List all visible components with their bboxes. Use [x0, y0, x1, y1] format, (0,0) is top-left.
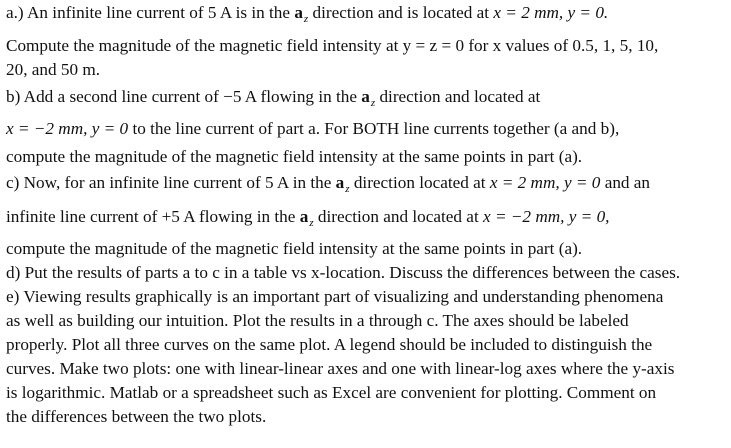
part-c-text-6: compute the magnitude of the magnetic field intensity at the same points in part (a). [6, 239, 583, 258]
part-c-line-2 [6, 207, 609, 229]
part-e-line-6 [6, 407, 266, 427]
part-b-line-3 [6, 147, 582, 167]
part-e-text-2: as well as building our intuition. Plot the results in a through c. The axes should be labeled [6, 311, 629, 330]
part-e-text-4: curves. Make two plots: one with linear-linear axes and one with linear-log axes where the y-axis [6, 359, 675, 378]
part-c-text-4: infinite line current of +5 A flowing in the [6, 207, 300, 226]
part-e-line-4 [6, 359, 674, 379]
part-a-line-3 [6, 60, 100, 80]
part-c-text-1: c) Now, for an infinite line current of 5 A in the [6, 173, 336, 192]
part-c-line-3 [6, 239, 582, 259]
unit-vector-a: a [299, 207, 309, 226]
part-e-text-5: is logarithmic. Matlab or a spreadsheet such as Excel are convenient for plotting. Comment on [6, 383, 657, 402]
part-e-text-3: properly. Plot all three curves on the same plot. A legend should be included to distinguish the [6, 335, 653, 354]
part-c-text-5: direction and located at [313, 207, 484, 226]
part-a-text-2: direction and is located at [308, 3, 494, 22]
part-e-line-3 [6, 335, 652, 355]
part-b-text-2: direction and located at [375, 87, 541, 106]
unit-vector-subscript: z [303, 13, 309, 25]
unit-vector-a: a [294, 3, 303, 22]
part-a-text-3: Compute the magnitude of the magnetic field intensity at y = z = 0 for x values of 0.5, 1, 5, 10, [6, 36, 659, 55]
part-b-line-2 [6, 119, 619, 139]
unit-vector-a: a [335, 173, 345, 192]
part-b-text-4: compute the magnitude of the magnetic field intensity at the same points in part (a). [6, 147, 583, 166]
part-e-line-5 [6, 383, 656, 403]
part-b-text-1: b) Add a second line current of −5 A flowing in the [6, 87, 362, 106]
unit-vector-a: a [361, 87, 370, 106]
part-a-location: x = 2 mm, y = 0. [493, 3, 609, 22]
part-c-location-1: x = 2 mm, y = 0 [489, 173, 601, 192]
part-b-text-3: to the line current of part a. For BOTH line currents together (a and b), [128, 119, 620, 138]
unit-vector-subscript: z [370, 97, 376, 109]
part-b-location: x = −2 mm, y = 0 [6, 119, 129, 138]
part-c-text-2: direction located at [349, 173, 490, 192]
part-e-text-6: the differences between the two plots. [6, 407, 267, 426]
part-e-line-2 [6, 311, 629, 331]
part-d-text: d) Put the results of parts a to c in a table vs x-location. Discuss the differences between the cases. [6, 263, 681, 282]
unit-vector-subscript: z [345, 183, 350, 195]
part-c-location-2: x = −2 mm, y = 0, [483, 207, 610, 226]
part-e-text-1: e) Viewing results graphically is an important part of visualizing and understanding phenomena [6, 287, 664, 306]
part-c-line-1 [6, 173, 650, 195]
part-e-line-1 [6, 287, 663, 307]
part-a-line-2 [6, 36, 658, 56]
part-b-line-1 [6, 87, 540, 109]
part-a-text-4: 20, and 50 m. [6, 60, 101, 79]
unit-vector-subscript: z [309, 217, 314, 229]
part-d-line-1 [6, 263, 680, 283]
part-a-line-1 [6, 3, 608, 25]
part-c-text-3: and an [600, 173, 651, 192]
part-a-text-1: a.) An infinite line current of 5 A is in the [6, 3, 295, 22]
